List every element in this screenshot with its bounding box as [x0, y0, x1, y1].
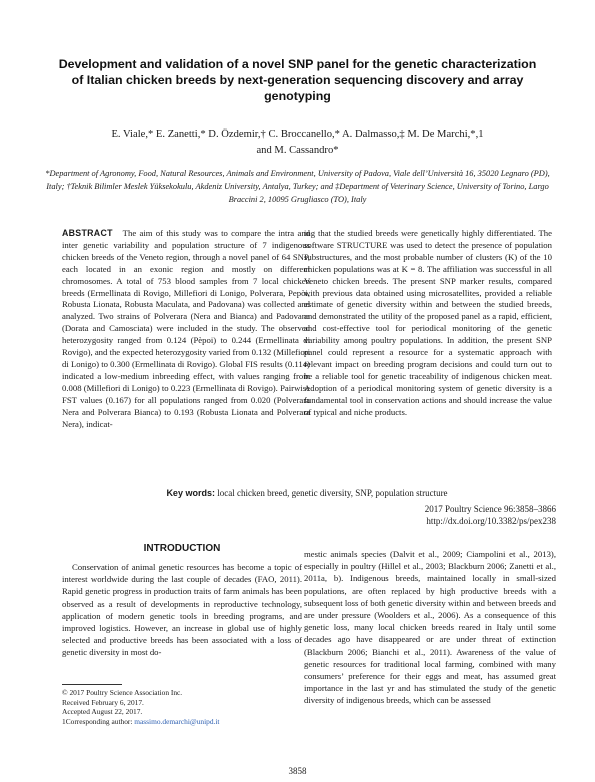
authors-line-2: and M. Cassandro* — [256, 145, 339, 156]
introduction-right-column — [304, 548, 556, 707]
corresponding-email-link[interactable]: massimo.demarchi@unipd.it — [134, 716, 220, 726]
received-date: Received February 6, 2017. — [62, 697, 144, 707]
abstract-right-text: ing that the studied breeds were genetically highly differentiated. The software STRUCTURE was used to detect the presence of population substructures, and the most probable number of clusters (K) of the 10 chicken populations was at K = 8. The affiliation was successful in all Veneto chicken breeds. The present SNP marker results, compared with previous data obtained using microsatellites, provided a reliable estimate of genetic diversity within and between the studied breeds, and demonstrated the utility of the proposed panel as a rapid, efficient, and cost-effective tool for periodical monitoring of the genetic variability among poultry populations. In addition, the present SNP panel could represent a resource for a systematic approach with relevant impact on breeding program decisions and could turn out to be a reliable tool for genetic traceability of indigenous chicken meat. Adoption of a periodical monitoring system of genetic diversity is a fundamental tool in conservation actions and should increase the value of typical and niche products. — [304, 228, 552, 417]
corresponding-author — [62, 717, 302, 727]
keywords-text: local chicken breed, genetic diversity, SNP, population structure — [217, 488, 448, 498]
keywords — [62, 487, 552, 499]
abstract-right-column — [304, 228, 552, 419]
authors-line-1: E. Viale,* E. Zanetti,* D. Özdemir,† C. Broccanello,* A. Dalmasso,‡ M. De Marchi,*,1 — [111, 129, 484, 140]
accepted-date: Accepted August 22, 2017. — [62, 707, 143, 717]
corresponding-label: 1Corresponding author: — [62, 716, 133, 726]
affiliations: *Department of Agronomy, Food, Natural Resources, Animals and Environment, University of Padova, Viale dell’Università 16, 35020 Legnaro (PD), Italy; †Teknik Bilimler Meslek Yüksekokulu, Akdeniz University, Antalya, Turkey; and ‡Department of Veterinary Science, University of Torino, Largo Braccini 2, 10095 Grugliasco (TO), Italy — [45, 169, 550, 204]
journal-citation: 2017 Poultry Science 96:3858–3866 — [424, 504, 556, 514]
citation-block — [300, 503, 556, 527]
abstract-left-text: The aim of this study was to compare the intra and inter genetic variability and population structure of 7 indigenous chicken breeds of the Veneto region, through a novel panel of 64 SNP, each located in an exonic region and mostly on different chromosomes. A total of 753 blood samples from 7 local chicken breeds (Ermellinata di Rovigo, Millefiori di Lonigo, Polverara, Pepòi, Robusta Lionata, Robusta Maculata, and Padovana) was collected and analyzed. Two strains of Polverara (Nera and Bianca) and Padovana (Dorata and Camosciata) were included in the study. The observed heterozygosity ranged from 0.124 (Pèpoi) to 0.244 (Ermellinata di Rovigo), and the expected heterozygosity varied from 0.132 (Millefiori di Lonigo) to 0.300 (Ermellinata di Rovigo). Global FIS results (0.114) indicated a low-medium inbreeding effect, with values ranging from 0.008 (Millefiori di Lonigo) to 0.223 (Ermellinata di Rovigo). Pairwise FST values (0.167) for all populations ranged from 0.020 (Polverara Nera and Polverara Bianca) to 0.193 (Robusta Lionata and Polverara Nera), indicat- — [62, 228, 311, 429]
paper-title: Development and validation of a novel SNP panel for the genetic characterization of Italian chicken breeds by next-generation sequencing discovery and array genotyping — [58, 57, 537, 103]
page-number: 3858 — [288, 766, 307, 776]
footnotes — [62, 688, 302, 726]
abstract-left-column — [62, 228, 310, 430]
introduction-right-text: mestic animals species (Dalvit et al., 2009; Ciampolini et al., 2013), especially in poultry (Hillel et al., 2003; Blackburn 2006; Zanetti et al., 2011a, b). Indigenous breeds, maintained locally in small-sized populations, are often replaced by high productive breeds with a subsequent loss of both genetic diversity within and between breeds and are under pressure (Woolders et al., 2006). As a consequence of this genetic loss, many local chicken breeds reared in Italy until some decades ago have disappeared or are under threat of extinction (Blackburn 2006; Bianchi et al., 2011). Awareness of the value of genetic resources for traditional local farming, combined with many consumers’ preference for their eggs and meat, has assumed great importance in the last yr and has stimulated the study of the genetic diversity of indigenous breeds, which can be assessed — [304, 549, 556, 706]
introduction-left-text: Conservation of animal genetic resources has become a topic of interest worldwide during the last couple of decades (FAO, 2011). Rapid genetic progress in production traits of farm animals has been observed as a result of developments in reproductive technology, application of modern genetic tools in breeding programs, and improved logistics. However, an increase in global use of highly selected and productive breeds has been associated with a loss of genetic diversity in most do- — [62, 562, 302, 658]
abstract-heading: ABSTRACT — [62, 228, 113, 238]
introduction-heading: INTRODUCTION — [143, 543, 221, 554]
author-list — [40, 127, 555, 159]
introduction-left-column — [62, 561, 302, 659]
footnote-rule — [62, 684, 122, 685]
doi-link[interactable]: http://dx.doi.org/10.3382/ps/pex238 — [426, 516, 556, 526]
copyright-note: © 2017 Poultry Science Association Inc. — [62, 688, 183, 697]
keywords-label: Key words: — [166, 488, 215, 498]
